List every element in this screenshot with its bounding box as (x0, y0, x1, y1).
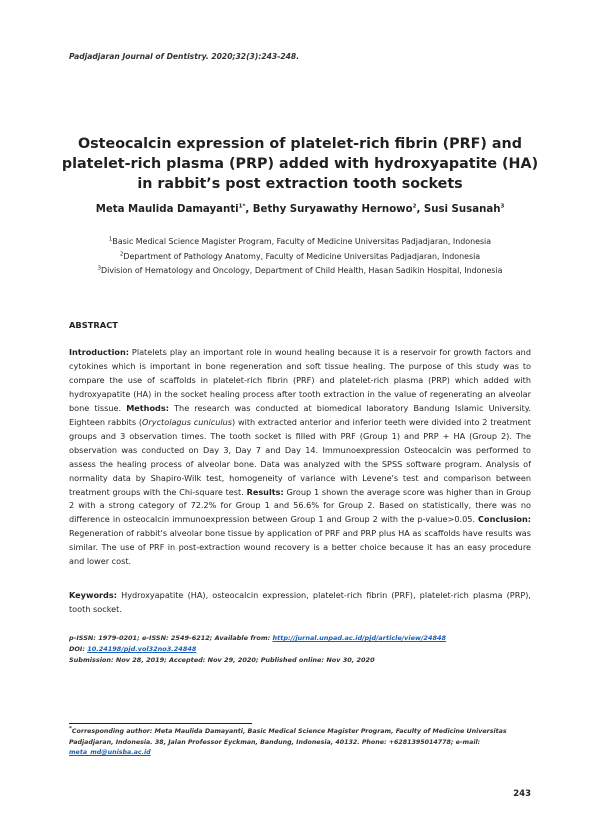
author-affiliation-marker: 1* (238, 203, 246, 210)
affiliation-text: Department of Pathology Anatomy, Faculty of Medicine Universitas Padjadjaran, Indonesia (123, 251, 481, 261)
author-name: Susi Susanah (423, 204, 501, 215)
corresponding-author-footnote (69, 727, 531, 759)
keywords-label: Keywords: (69, 590, 117, 600)
issn-line (69, 633, 531, 644)
abstract-heading: ABSTRACT (69, 320, 118, 330)
author-affiliation-marker: 2 (412, 203, 417, 210)
issn-text: p-ISSN: 1979-0201; e-ISSN: 2549-6212; Available from: (69, 634, 273, 642)
abstract-methods-label: Methods: (126, 402, 169, 413)
author-separator: , (416, 204, 424, 215)
author-separator: , (245, 204, 253, 215)
keywords-text: Hydroxyapatite (HA), osteocalcin expression, platelet-rich fibrin (PRF), platelet-rich plasma (PRP), tooth socket. (69, 590, 531, 614)
submission-dates: Submission: Nov 28, 2019; Accepted: Nov 29, 2020; Published online: Nov 30, 2020 (69, 656, 375, 664)
affiliation-number: 2 (119, 250, 124, 257)
abstract-methods-text-continued: ) with extracted anterior and inferior teeth were divided into 2 treatment groups and 3 observation times. The tooth socket is filled with PRF (Group 1) and PRP + HA (Group 2). The observation was conducted on Day 3, Day 7 and Day 14. Immunoexpression Osteocalcin was performed to assess the healing process of alveolar bone. Data was analyzed with the SPSS software program. Analysis of normality data by Shapiro-Wilk test, homogeneity of variance with Levene's test and comparison between treatment groups with the Chi-square test. (69, 416, 531, 497)
affiliation-item (60, 264, 540, 279)
affiliation-list (60, 235, 540, 279)
author-name: Bethy Suryawathy Hernowo (252, 204, 413, 215)
author-name: Meta Maulida Damayanti (95, 204, 239, 215)
affiliation-item (60, 250, 540, 265)
abstract-methods-text: The research was conducted at biomedical laboratory Bandung Islamic University. Eighteen rabbits ( (69, 402, 531, 427)
affiliation-text: Division of Hematology and Oncology, Department of Child Health, Hasan Sadikin Hospital, Indonesia (101, 266, 503, 275)
article-title: Osteocalcin expression of platelet-rich fibrin (PRF) and platelet-rich plasma (PRP) added with hydroxyapatite (HA) in rabbit’s post extraction tooth sockets (61, 136, 539, 192)
affiliation-item (60, 235, 540, 250)
author-list (60, 204, 540, 215)
abstract-species-name: Oryctolagus cuniculus (142, 416, 233, 427)
footnote-text: Corresponding author: Meta Maulida Damayanti, Basic Medical Science Magister Program, Faculty of Medicine Universitas Padjadjaran, Indonesia. 38, Jalan Professor Eyckman, Bandung, Indonesia, 40132. Phone: +6281395014778; e-mail: (69, 728, 507, 746)
doi-link[interactable]: 10.24198/pjd.vol32no3.24848 (87, 645, 197, 653)
abstract-intro-label: Introduction: (69, 347, 129, 357)
abstract-results-text: Group 1 shown the average score was higher than in Group 2 with a strong category of 72.2% for Group 1 and 56.6% for Group 2. Based on statistically, there was no difference in osteocalcin immunoexpression between Group 1 and Group 2 with the p-value>0.05. (69, 486, 531, 525)
email-link[interactable]: meta_md@unisba.ac.id (69, 749, 151, 756)
abstract-body (69, 346, 531, 569)
affiliation-text: Basic Medical Science Magister Program, Faculty of Medicine Universitas Padjadjaran, Indonesia (112, 237, 492, 246)
footnote-divider (69, 723, 252, 724)
doi-label: DOI: (69, 645, 88, 653)
author-affiliation-marker: 3 (500, 203, 505, 210)
footnote-marker: * (69, 725, 72, 732)
affiliation-number: 1 (108, 236, 113, 243)
abstract-intro-text: Platelets play an important role in wound healing because it is a reservoir for growth factors and cytokines which is important in bone regeneration and soft tissue healing. The purpose of this study was to compare the use of scaffolds in platelet-rich fibrin (PRF) and platelet-rich plasma (PRP) which added with hydroxyapatite (HA) in the socket healing process after tooth extraction in the value of regenerating an alveolar bone tissue. (69, 347, 531, 413)
keywords (69, 589, 531, 617)
publication-info (69, 633, 531, 666)
page-number: 243 (513, 789, 531, 799)
abstract-results-label: Results: (246, 486, 284, 497)
doi-line (69, 644, 531, 655)
journal-reference: Padjadjaran Journal of Dentistry. 2020;32(3):243-248. (69, 52, 300, 61)
abstract-conclusion-text: Regeneration of rabbit's alveolar bone tissue by application of PRF and PRP plus HA as scaffolds have results was similar. The use of PRF in post-extraction wound recovery is a better choice because it has an easy procedure and lower cost. (69, 528, 531, 567)
article-url-link[interactable]: http://jurnal.unpad.ac.id/pjd/article/view/24848 (272, 634, 447, 642)
abstract-conclusion-label: Conclusion: (478, 514, 531, 525)
affiliation-number: 3 (97, 265, 102, 272)
